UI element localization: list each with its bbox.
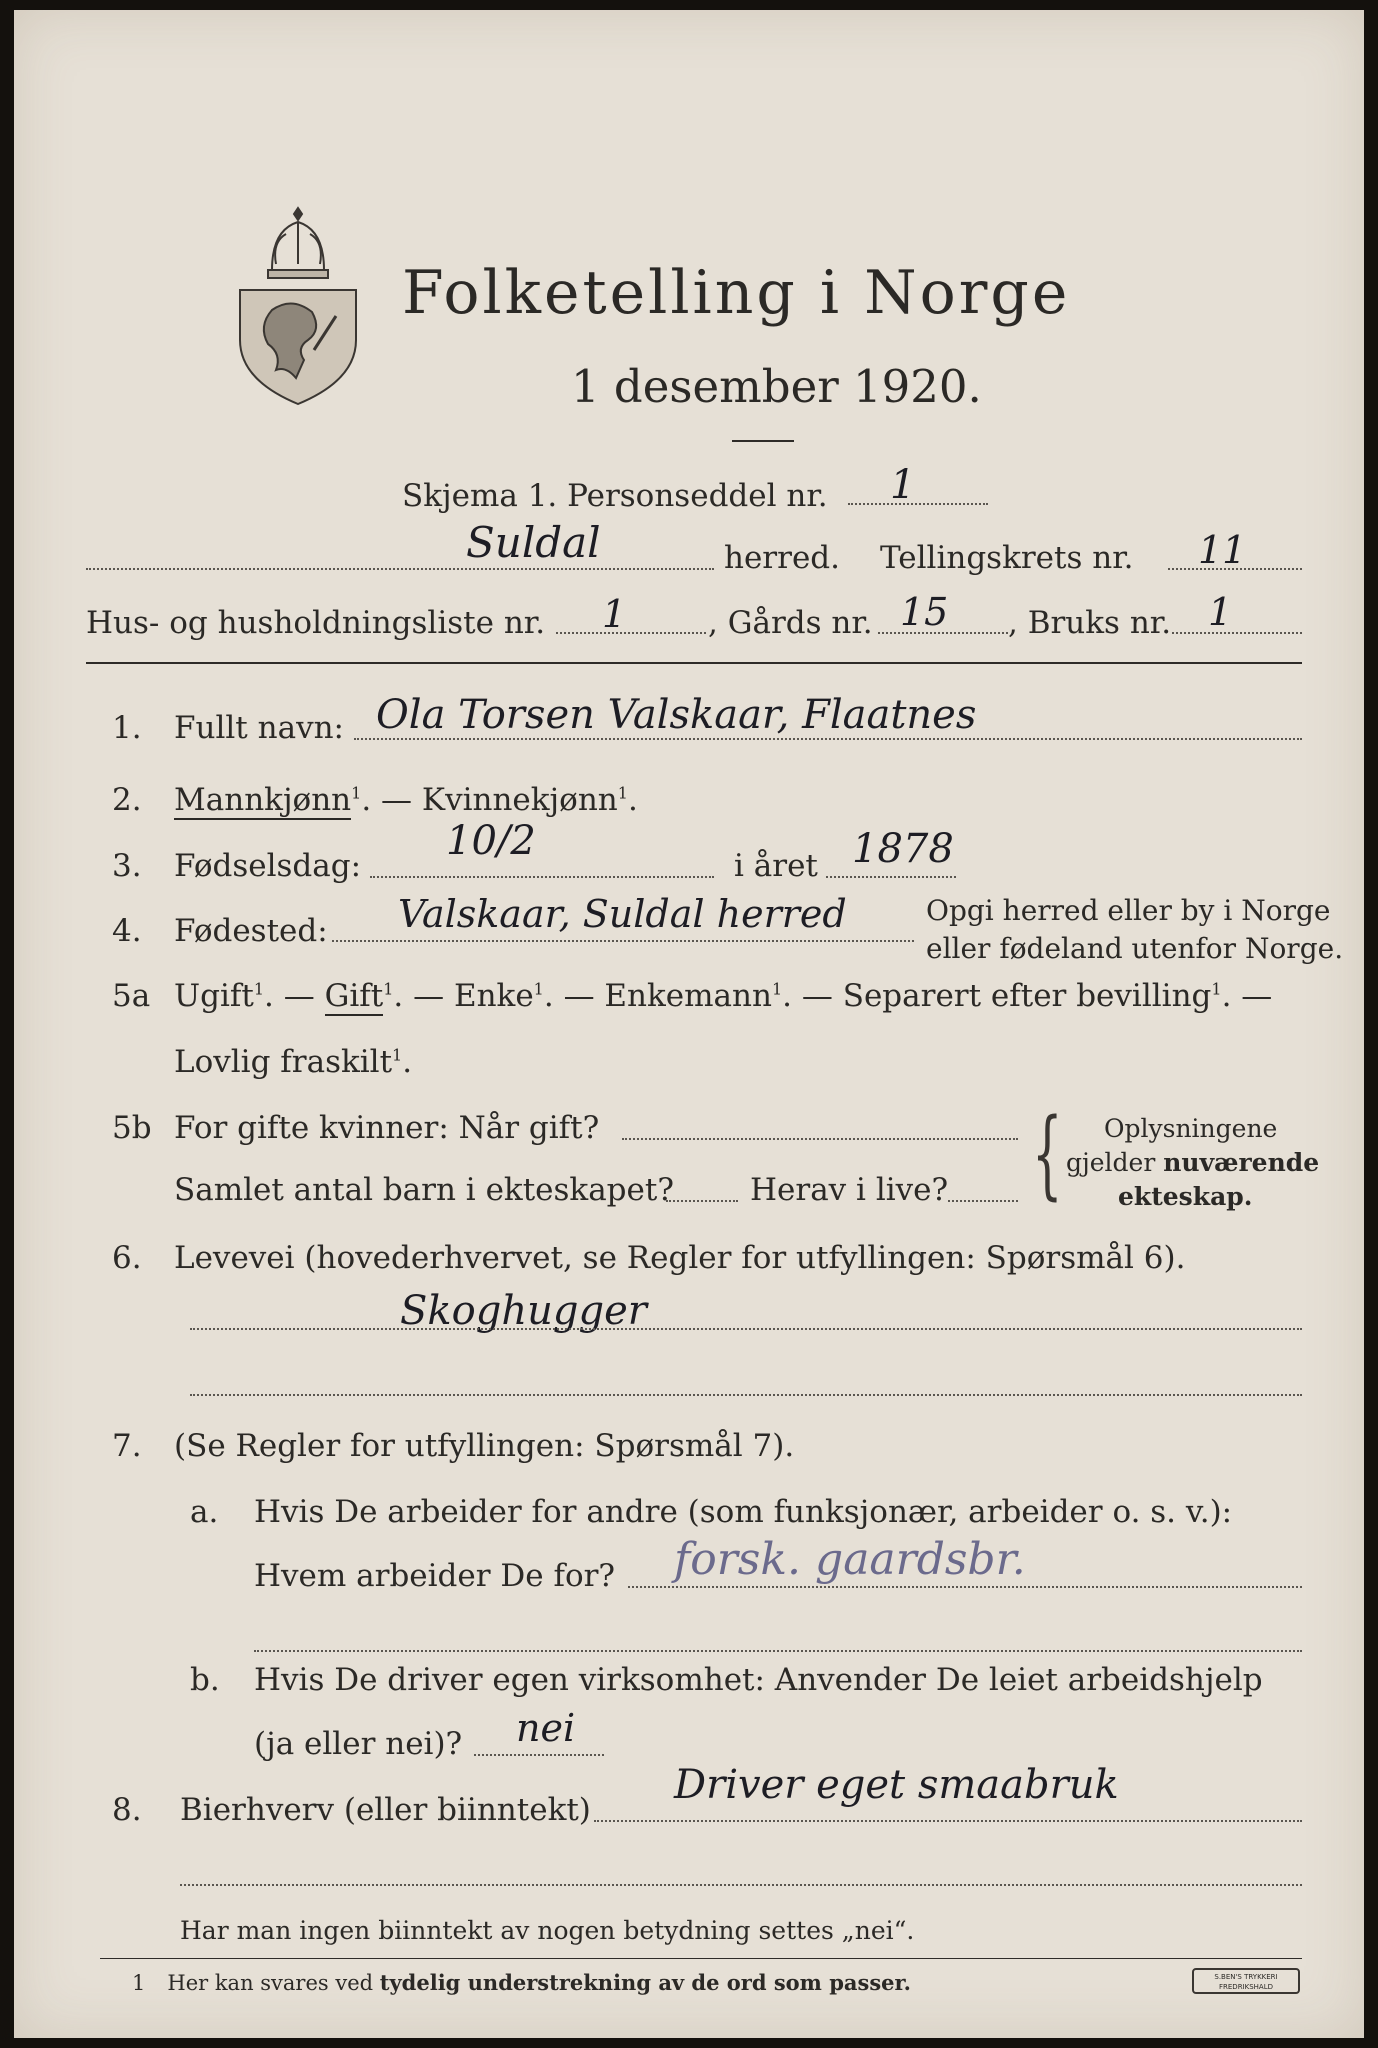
q8-side-income[interactable]: Driver eget smaabruk <box>674 1762 1119 1808</box>
census-form <box>14 10 1364 2038</box>
q6-occupation[interactable]: Skoghugger <box>400 1288 647 1334</box>
separator: . — <box>393 978 454 1014</box>
bruks-label: , Bruks nr. <box>1008 605 1172 641</box>
printer-mark <box>1192 1968 1300 1994</box>
footnote-mark: 1 <box>383 979 394 999</box>
q1-number: 1. <box>112 710 142 746</box>
footnote <box>132 1970 911 1995</box>
title-divider <box>732 440 794 442</box>
q6-dots-2 <box>190 1394 1302 1396</box>
q4-dots <box>332 940 914 942</box>
q5b-line1: For gifte kvinner: Når gift? <box>174 1110 600 1146</box>
footnote-mark: 1 <box>771 979 783 999</box>
q7-label: (Se Regler for utfyllingen: Spørsmål 7). <box>174 1428 795 1464</box>
q7a-dots-1 <box>628 1586 1302 1588</box>
q4-note-line1: Opgi herred eller by i Norge <box>926 894 1331 927</box>
bruks-dots <box>1172 632 1302 634</box>
footnote-mark: 1 <box>533 979 544 999</box>
q7b-letter: b. <box>190 1662 220 1698</box>
q8-number: 8. <box>112 1792 142 1828</box>
q5a-number: 5a <box>112 978 151 1014</box>
q3-dots <box>370 876 714 878</box>
option-enkemann[interactable]: Enkemann <box>604 978 772 1014</box>
separator: . — <box>1221 978 1273 1014</box>
q5b-alive-dots <box>948 1200 1018 1202</box>
header-divider <box>86 662 1302 664</box>
personseddel-dots <box>848 503 988 505</box>
printer-line1: S.BEN'S TRYKKERI <box>1214 1973 1278 1981</box>
gards-nr[interactable]: 15 <box>900 590 949 634</box>
q5b-number: 5b <box>112 1110 152 1146</box>
q7a-line1: Hvis De arbeider for andre (som funksjonær, arbeider o. s. v.): <box>254 1494 1233 1530</box>
footnote-text-b: tydelig understrekning av de ord som passer. <box>379 1970 911 1995</box>
option-kvinnekjonn[interactable]: . — Kvinnekjønn <box>361 782 618 818</box>
bruks-nr[interactable]: 1 <box>1208 590 1233 634</box>
option-lovlig-fraskilt[interactable]: Lovlig fraskilt <box>174 1044 393 1080</box>
q3-label: Fødselsdag: <box>174 848 362 884</box>
q8-dots-1 <box>594 1820 1302 1822</box>
q5b-children-dots <box>666 1200 738 1202</box>
herred-label: herred. <box>724 540 840 576</box>
census-date: 1 desember 1920. <box>571 360 982 413</box>
q6-label: Levevei (hovederhvervet, se Regler for utfyllingen: Spørsmål 6). <box>174 1240 1186 1276</box>
gards-label: , Gårds nr. <box>708 605 873 641</box>
q7a-letter: a. <box>190 1494 219 1530</box>
q7-number: 7. <box>112 1428 142 1464</box>
q7b-line1: Hvis De driver egen virksomhet: Anvender De leiet arbeidshjelp <box>254 1662 1263 1698</box>
q5b-when-dots <box>622 1138 1018 1140</box>
q7a-line2: Hvem arbeider De for? <box>254 1558 616 1594</box>
footer-note: Har man ingen biinntekt av nogen betydning settes „nei“. <box>180 1916 915 1945</box>
q3-birth-date[interactable]: 10/2 <box>446 818 536 864</box>
footnote-mark: 1 <box>392 1045 403 1065</box>
printer-line2: FREDRIKSHALD <box>1218 1983 1273 1991</box>
q7b-answer[interactable]: nei <box>516 1706 576 1750</box>
q4-birthplace[interactable]: Valskaar, Suldal herred <box>398 892 847 936</box>
q4-number: 4. <box>112 913 142 949</box>
q5b-note2 <box>1066 1148 1319 1177</box>
end-dot: . <box>402 1044 413 1080</box>
q6-dots-1 <box>190 1328 1302 1330</box>
separator: . — <box>543 978 605 1014</box>
q8-dots-2 <box>180 1884 1302 1886</box>
q7b-line2: (ja eller nei)? <box>254 1726 463 1762</box>
schema-label: Skjema 1. Personseddel nr. <box>402 478 828 514</box>
q4-label: Fødested: <box>174 913 328 949</box>
q2-end: . <box>627 782 638 818</box>
footnote-mark: 1 <box>253 979 265 999</box>
q1-full-name[interactable]: Ola Torsen Valskaar, Flaatnes <box>376 692 977 738</box>
q5b-line2a: Samlet antal barn i ekteskapet? <box>174 1172 674 1208</box>
q2-options <box>174 782 638 818</box>
liste-dots <box>556 632 706 634</box>
norwegian-coat-of-arms-icon <box>232 200 364 410</box>
option-mannkjonn[interactable]: Mannkjønn <box>174 782 352 818</box>
q4-note-line2: eller fødeland utenfor Norge. <box>926 932 1344 965</box>
q5b-note1: Oplysningene <box>1104 1114 1278 1143</box>
option-enke[interactable]: Enke <box>453 978 534 1014</box>
footnote-mark: 1 <box>351 783 362 803</box>
option-separert[interactable]: Separert efter bevilling <box>842 978 1212 1014</box>
liste-nr[interactable]: 1 <box>602 592 627 636</box>
q5a-options-cont <box>174 1044 412 1080</box>
page-title: Folketelling i Norge <box>402 258 1071 328</box>
q5a-options <box>174 978 1272 1014</box>
q7a-dots-2 <box>254 1650 1302 1652</box>
footnote-text-a: Her kan svares ved <box>167 1971 380 1995</box>
hus-label: Hus- og husholdningsliste nr. <box>86 605 546 641</box>
q7b-dots <box>474 1754 604 1756</box>
q1-label: Fullt navn: <box>174 710 344 746</box>
herred-dots <box>86 568 714 570</box>
footnote-mark: 1 <box>617 783 628 803</box>
footnote-mark: 1 <box>1211 979 1222 999</box>
q3-year-dots <box>826 876 956 878</box>
tellingskrets-label: Tellingskrets nr. <box>880 540 1134 576</box>
tellingskrets-nr[interactable]: 11 <box>1198 528 1247 572</box>
q8-label: Bierhverv (eller biinntekt) <box>180 1792 591 1828</box>
footnote-number: 1 <box>132 1971 146 1995</box>
footer-divider <box>100 1958 1302 1959</box>
herred-name[interactable]: Suldal <box>466 518 601 567</box>
q5b-line2b: Herav i live? <box>750 1172 949 1208</box>
q5b-note3: ekteskap. <box>1118 1182 1253 1211</box>
q5b-brace: { <box>1032 1098 1063 1210</box>
q3-birth-year[interactable]: 1878 <box>852 826 954 872</box>
q5b-note2b: nuværende <box>1163 1148 1320 1177</box>
option-ugift[interactable]: Ugift <box>174 978 254 1014</box>
option-gift[interactable]: Gift <box>324 978 384 1014</box>
separator: . — <box>782 978 843 1014</box>
q7a-employer[interactable]: forsk. gaardsbr. <box>674 1534 1026 1585</box>
q3-number: 3. <box>112 848 142 884</box>
personseddel-nr[interactable]: 1 <box>890 462 916 508</box>
q3-aaret-label: i året <box>734 848 818 884</box>
q5b-note2a: gjelder <box>1066 1148 1164 1177</box>
q6-number: 6. <box>112 1240 142 1276</box>
q2-number: 2. <box>112 782 142 818</box>
q1-dots <box>354 738 1302 740</box>
separator: . — <box>264 978 325 1014</box>
